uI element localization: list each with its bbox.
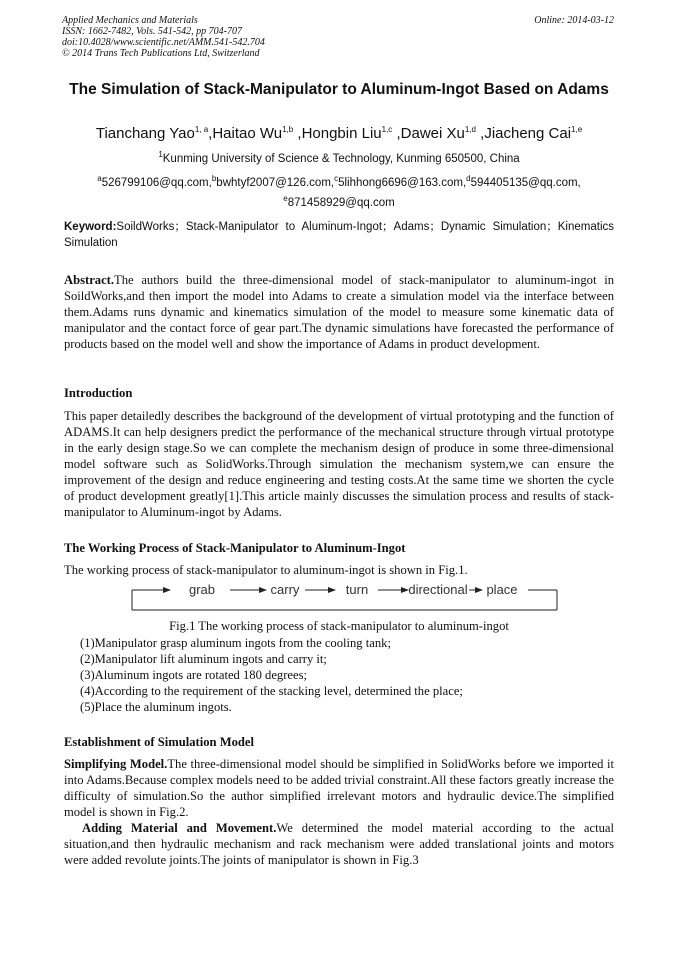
flow-step-carry: carry: [270, 582, 300, 597]
copyright-line: © 2014 Trans Tech Publications Ltd, Switzerland: [62, 48, 260, 59]
adding-material-text: We determined the model material according to the actual situation,and then hydraulic mechanism and rack mechanism were added translational joints and motors were added revolute joints.The joints of manipulator is shown in Fig.3: [64, 821, 614, 867]
author-name: Jiacheng Cai: [484, 125, 572, 142]
flow-step-grab: grab: [188, 582, 216, 597]
flow-step-place: place: [486, 582, 518, 597]
introduction-heading: Introduction: [64, 386, 133, 400]
abstract: [64, 272, 614, 352]
workflow-diagram: [130, 574, 560, 616]
paper-title: The Simulation of Stack-Manipulator to Aluminum-Ingot Based on Adams: [69, 81, 609, 98]
keywords-text: SoildWorks；Stack-Manipulator to Aluminum-Ingot；Adams；Dynamic Simulation；Kinematics Simulation: [64, 221, 614, 249]
abstract-text: The authors build the three-dimensional model of stack-manipulator to aluminum-ingot in SoildWorks,and then import the model into Adams to create a simulation model via the interface between them.Adams runs dynamic and kinematics simulation of the model to measure some kinematic data of manipulator and the contact force of gear part.The dynamic simulations have forecasted the performance of products based on the model well and show the importance of Adams in product development.: [64, 273, 614, 351]
issn-line: ISSN: 1662-7482, Vols. 541-542, pp 704-707: [62, 26, 242, 37]
flow-step-turn: turn: [345, 582, 369, 597]
list-item: (4)According to the requirement of the stacking level, determined the place;: [80, 684, 463, 698]
affiliation-sup: 1: [158, 150, 163, 159]
list-item: (1)Manipulator grasp aluminum ingots from the cooling tank;: [80, 636, 391, 650]
author-sup: 1, a: [194, 125, 209, 134]
figure-1-caption: Fig.1 The working process of stack-manipulator to aluminum-ingot: [169, 619, 509, 633]
email[interactable]: 5lihhong6696@163.com,: [338, 176, 467, 189]
email-sup: d: [466, 174, 471, 183]
affiliation-text: Kunming University of Science & Technology, Kunming 650500, China: [162, 152, 520, 165]
journal-header: [62, 15, 265, 59]
simplifying-model-text: The three-dimensional model should be simplified in SolidWorks before we imported it into Adams.Because complex models need to be added trivial constraint.All these factors greatly increase the difficulty of simulation.So the author simplified irrelevant motors and hydraulic device.The simplified model is shown in Fig.2.: [64, 757, 614, 819]
working-process-intro: The working process of stack-manipulator to aluminum-ingot is shown in Fig.1.: [64, 563, 468, 577]
adding-material-paragraph: [64, 820, 614, 868]
author-list: Tianchang Yao$^{1, a}$,Haitao Wu$^{1,b}$ ,Hongbin Liu$^{1,c}$ ,Dawei Xu$^{1,d}$ ,Jiacheng Cai$^{1,e}$: [95, 125, 583, 142]
email-sup: e: [283, 193, 288, 203]
author-name: Haitao Wu: [212, 125, 283, 142]
author-sup: 1,c: [381, 125, 393, 134]
flow-step-directional: directional: [408, 582, 468, 597]
keywords: [64, 220, 614, 251]
list-item: (5)Place the aluminum ingots.: [80, 700, 232, 714]
email-sup: c: [334, 174, 339, 183]
email-sup: a: [97, 174, 102, 183]
adding-material-label: Adding Material and Movement.: [82, 821, 277, 835]
list-item: (3)Aluminum ingots are rotated 180 degrees;: [80, 668, 307, 682]
email[interactable]: 594405135@qq.com,: [470, 176, 581, 189]
journal-name: Applied Mechanics and Materials: [62, 15, 198, 26]
email-list: [64, 171, 614, 211]
list-item: (2)Manipulator lift aluminum ingots and carry it;: [80, 652, 327, 666]
doi-link[interactable]: doi:10.4028/www.scientific.net/AMM.541-542.704: [62, 37, 265, 48]
working-process-heading: The Working Process of Stack-Manipulator to Aluminum-Ingot: [64, 541, 406, 555]
process-steps-list: [80, 635, 463, 715]
author-sup: 1,d: [464, 125, 476, 134]
introduction-text: This paper detailedly describes the background of the development of virtual prototyping and the function of ADAMS.It can help designers predict the performance of the mechanical structure through virtual prototype in the early design stage.So we can complete the mechanism design of produce in some three-dimensional model software such as SolidWorks.Through simulation the mechanism system,we can ensure the improvement of the design and reduce engineering and testing costs.At the same time we shorten the cycle of product development greatly[1].This article mainly discusses the simulation process and results of stack-manipulator to Aluminum-ingot by Adams.: [64, 409, 614, 519]
abstract-label: Abstract.: [64, 273, 115, 287]
author-name: Tianchang Yao: [95, 125, 195, 142]
author-name: Hongbin Liu: [301, 125, 382, 142]
email-sup: b: [211, 174, 217, 183]
simplifying-model-paragraph: [64, 756, 614, 820]
online-date: Online: 2014-03-12: [534, 15, 614, 26]
email[interactable]: 526799106@qq.com,: [101, 176, 212, 189]
email[interactable]: 871458929@qq.com: [287, 196, 395, 209]
author-sup: 1,b: [282, 125, 294, 134]
affiliation: [64, 150, 614, 165]
keywords-label: Keyword:: [64, 221, 117, 233]
author-name: Dawei Xu: [400, 125, 465, 142]
simplifying-model-label: Simplifying Model.: [64, 757, 168, 771]
establishment-heading: Establishment of Simulation Model: [64, 735, 254, 749]
author-sup: 1,e: [571, 125, 583, 134]
email[interactable]: bwhtyf2007@126.com,: [216, 176, 335, 189]
